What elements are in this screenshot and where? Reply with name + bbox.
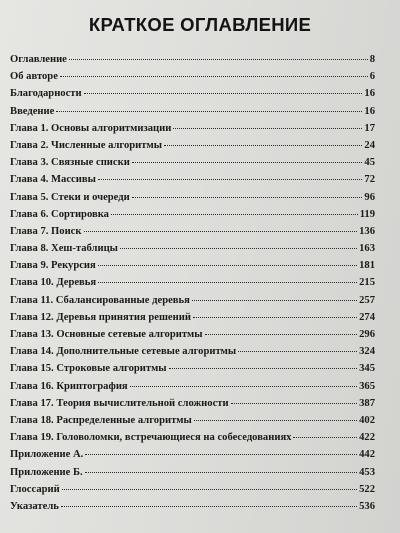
toc-entry: [10, 257, 375, 274]
toc-page-number: 17: [364, 122, 375, 134]
toc-entry: [10, 378, 375, 395]
toc-entry: [10, 274, 375, 291]
toc-entry: [10, 395, 375, 412]
dot-leader: [85, 472, 357, 473]
toc-page-number: 8: [369, 54, 375, 65]
toc-entry: [10, 498, 375, 515]
toc-page-number: 274: [359, 311, 375, 323]
toc-page-number: 16: [364, 88, 375, 100]
dot-leader: [84, 231, 358, 232]
dot-leader: [69, 59, 368, 60]
toc-page-number: 119: [359, 208, 375, 220]
toc-entry-label: Глава 3. Связные списки: [10, 157, 130, 169]
toc-page-number: 296: [359, 329, 375, 340]
toc-entry-label: Глава 7. Поиск: [10, 225, 82, 237]
toc-page-number: 453: [359, 466, 375, 478]
toc-page-number: 324: [359, 346, 375, 358]
dot-leader: [132, 162, 363, 163]
dot-leader: [130, 386, 357, 387]
toc-entry: [10, 85, 375, 102]
toc-entry-label: Глава 5. Стеки и очереди: [10, 191, 130, 203]
page-title: КРАТКОЕ ОГЛАВЛЕНИЕ: [88, 14, 312, 35]
toc-entry: [10, 68, 375, 85]
toc-entry: [10, 189, 375, 206]
toc-entry: [10, 309, 375, 326]
toc-entry-label: Глава 12. Деревья принятия решений: [10, 311, 191, 323]
toc-entry: [10, 206, 375, 223]
toc-entry-label: Глоссарий: [10, 483, 60, 495]
dot-leader: [132, 197, 363, 198]
dot-leader: [60, 76, 368, 77]
toc-entry-label: Глава 13. Основные сетевые алгоритмы: [10, 329, 203, 340]
toc-entry-label: Глава 10. Деревья: [10, 277, 97, 289]
toc-entry-label: Глава 15. Строковые алгоритмы: [10, 363, 167, 375]
toc-page-number: 536: [359, 500, 375, 512]
toc-entry-label: Глава 14. Дополнительные сетевые алгоритмы: [10, 346, 237, 358]
toc-entry: [10, 154, 375, 171]
toc-entry-label: Глава 1. Основы алгоритмизации: [10, 122, 172, 134]
toc-entry-label: Приложение А.: [10, 449, 84, 461]
toc-entry: [10, 446, 375, 463]
toc-entry: [10, 51, 375, 68]
toc-entry-label: Глава 17. Теория вычислительной сложности: [10, 397, 229, 409]
table-of-contents: [10, 51, 375, 515]
toc-entry: [10, 137, 375, 154]
dot-leader: [84, 93, 363, 94]
dot-leader: [61, 506, 357, 507]
toc-entry-label: Глава 2. Численные алгоритмы: [10, 139, 162, 151]
dot-leader: [231, 403, 358, 404]
dot-leader: [169, 368, 358, 369]
toc-entry: [10, 360, 375, 377]
toc-page-number: 24: [364, 139, 375, 151]
dot-leader: [192, 300, 357, 301]
toc-entry: [10, 171, 375, 188]
dot-leader: [98, 282, 357, 283]
toc-page-number: 257: [359, 294, 375, 306]
toc-page-number: 215: [359, 277, 375, 289]
toc-entry: [10, 120, 375, 137]
toc-entry: [10, 223, 375, 240]
toc-entry: [10, 429, 375, 446]
toc-page-number: 96: [364, 191, 375, 203]
dot-leader: [193, 317, 357, 318]
toc-entry-label: Глава 19. Головоломки, встречающиеся на собеседованиях: [10, 432, 292, 444]
dot-leader: [56, 111, 362, 112]
toc-entry: [10, 240, 375, 257]
dot-leader: [194, 420, 357, 421]
toc-entry: [10, 464, 375, 481]
toc-entry: [10, 103, 375, 120]
toc-page-number: 163: [359, 243, 375, 255]
dot-leader: [111, 214, 358, 215]
toc-page-number: 522: [359, 483, 375, 495]
toc-page-number: 6: [369, 71, 375, 83]
toc-entry: [10, 292, 375, 309]
toc-entry-label: Указатель: [10, 500, 59, 512]
toc-entry-label: Об авторе: [10, 71, 58, 83]
toc-entry-label: Глава 6. Сортировка: [10, 208, 109, 220]
toc-entry-label: Оглавление: [10, 54, 67, 65]
dot-leader: [85, 454, 357, 455]
toc-page-number: 365: [359, 380, 375, 392]
toc-entry-label: Глава 4. Массивы: [10, 174, 96, 186]
dot-leader: [164, 145, 362, 146]
toc-page-number: 16: [364, 105, 375, 117]
toc-page-number: 387: [359, 397, 375, 409]
toc-page-number: 345: [359, 363, 375, 375]
toc-entry: [10, 412, 375, 429]
toc-entry: [10, 326, 375, 343]
toc-entry-label: Глава 8. Хеш-таблицы: [10, 243, 118, 255]
dot-leader: [293, 437, 357, 438]
dot-leader: [120, 248, 357, 249]
toc-page-number: 45: [364, 157, 375, 169]
dot-leader: [238, 351, 357, 352]
toc-entry-label: Глава 18. Распределенные алгоритмы: [10, 414, 192, 426]
toc-entry-label: Глава 11. Сбалансированные деревья: [10, 294, 190, 306]
toc-entry-label: Глава 16. Криптография: [10, 380, 128, 392]
toc-page-number: 442: [359, 449, 375, 461]
dot-leader: [98, 265, 357, 266]
toc-entry-label: Благодарности: [10, 88, 82, 100]
toc-page-number: 136: [359, 225, 375, 237]
toc-page-number: 181: [359, 260, 375, 272]
toc-entry-label: Глава 9. Рекурсия: [10, 260, 96, 272]
toc-page-number: 402: [359, 414, 375, 426]
dot-leader: [98, 179, 363, 180]
dot-leader: [205, 334, 358, 335]
toc-entry-label: Введение: [10, 105, 55, 117]
dot-leader: [173, 128, 362, 129]
toc-page-number: 72: [364, 174, 375, 186]
toc-entry: [10, 481, 375, 498]
toc-entry: [10, 343, 375, 360]
toc-page-number: 422: [359, 432, 375, 444]
dot-leader: [62, 489, 357, 490]
toc-entry-label: Приложение Б.: [10, 466, 83, 478]
